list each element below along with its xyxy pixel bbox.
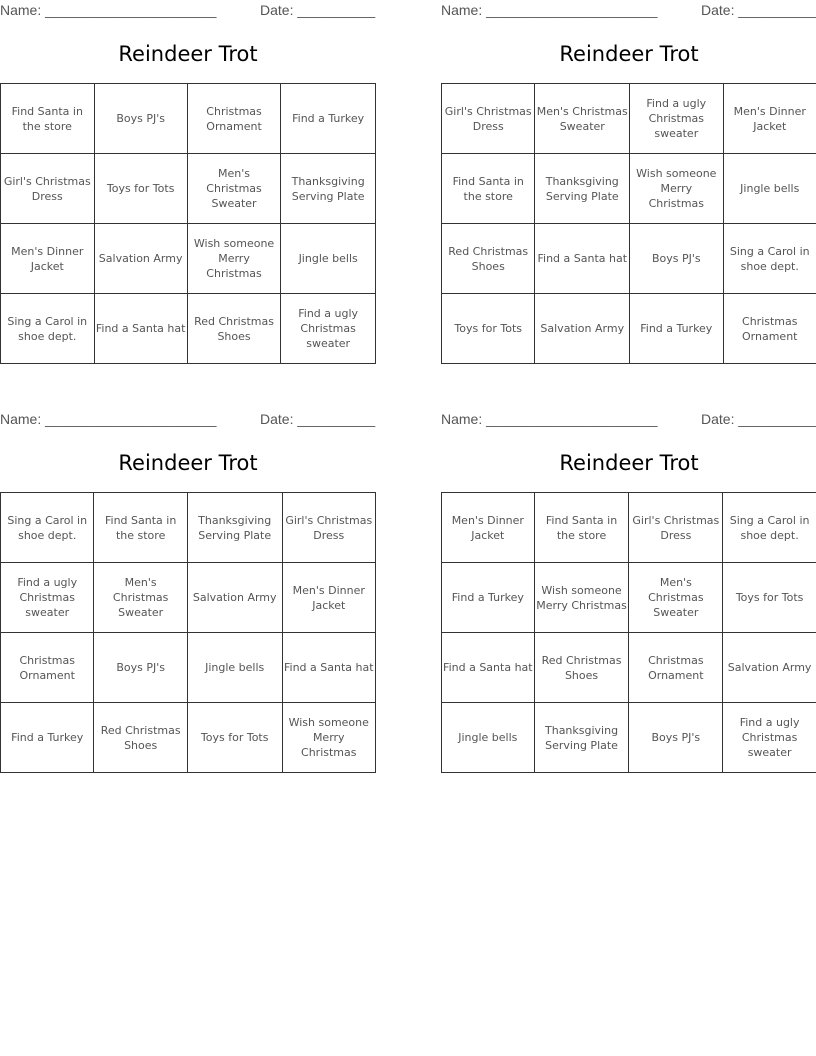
date-field[interactable]: Date: __________ — [701, 2, 816, 18]
bingo-cell[interactable]: Find a Santa hat — [282, 633, 375, 703]
bingo-cell[interactable]: Jingle bells — [187, 633, 282, 703]
bingo-cell[interactable]: Find a ugly Christmas sweater — [1, 563, 94, 633]
bingo-cell[interactable]: Thanksgiving Serving Plate — [534, 703, 629, 773]
bingo-cell[interactable]: Christmas Ornament — [723, 294, 816, 364]
bingo-cell[interactable]: Men's Christmas Sweater — [187, 154, 281, 224]
bingo-grid — [0, 83, 376, 364]
bingo-cell[interactable]: Thanksgiving Serving Plate — [535, 154, 630, 224]
bingo-cell[interactable]: Men's Christmas Sweater — [94, 563, 187, 633]
bingo-cell[interactable]: Girl's Christmas Dress — [282, 493, 375, 563]
bingo-cell[interactable]: Jingle bells — [442, 703, 535, 773]
bingo-cell[interactable]: Wish someone Merry Christmas — [187, 224, 281, 294]
bingo-grid — [441, 83, 816, 364]
grid-row — [442, 633, 816, 703]
date-field[interactable]: Date: __________ — [260, 411, 376, 427]
bingo-grid — [0, 492, 376, 773]
bingo-cell[interactable]: Find a Turkey — [281, 84, 376, 154]
card-header — [0, 0, 376, 22]
bingo-cell[interactable]: Toys for Tots — [442, 294, 535, 364]
bingo-cell[interactable]: Salvation Army — [723, 633, 816, 703]
bingo-grid — [441, 492, 816, 773]
bingo-cell[interactable]: Girl's Christmas Dress — [1, 154, 95, 224]
grid-row — [1, 224, 376, 294]
bingo-cell[interactable]: Find Santa in the store — [534, 493, 629, 563]
bingo-card — [0, 409, 376, 759]
bingo-cell[interactable]: Find a Santa hat — [442, 633, 535, 703]
bingo-cell[interactable]: Girl's Christmas Dress — [629, 493, 723, 563]
card-title: Reindeer Trot — [118, 451, 258, 475]
bingo-cell[interactable]: Men's Christmas Sweater — [629, 563, 723, 633]
name-field[interactable]: Name: ______________________ — [0, 411, 217, 427]
card-title: Reindeer Trot — [559, 42, 699, 66]
bingo-cell[interactable]: Jingle bells — [281, 224, 376, 294]
bingo-cell[interactable]: Sing a Carol in shoe dept. — [1, 493, 94, 563]
grid-row — [442, 294, 816, 364]
bingo-cell[interactable]: Sing a Carol in shoe dept. — [723, 493, 816, 563]
bingo-cell[interactable]: Find Santa in the store — [442, 154, 535, 224]
bingo-cell[interactable]: Jingle bells — [723, 154, 816, 224]
grid-row — [442, 154, 816, 224]
grid-row — [1, 703, 376, 773]
bingo-cell[interactable]: Find a Santa hat — [94, 294, 187, 364]
name-field[interactable]: Name: ______________________ — [441, 2, 658, 18]
bingo-cell[interactable]: Christmas Ornament — [1, 633, 94, 703]
bingo-cell[interactable]: Boys PJ's — [630, 224, 723, 294]
grid-row — [442, 493, 816, 563]
bingo-cell[interactable]: Wish someone Merry Christmas — [282, 703, 375, 773]
card-title: Reindeer Trot — [559, 451, 699, 475]
bingo-cell[interactable]: Salvation Army — [535, 294, 630, 364]
bingo-cell[interactable]: Toys for Tots — [723, 563, 816, 633]
bingo-cell[interactable]: Red Christmas Shoes — [534, 633, 629, 703]
bingo-cell[interactable]: Find a Turkey — [630, 294, 723, 364]
bingo-cell[interactable]: Find a ugly Christmas sweater — [281, 294, 376, 364]
bingo-cell[interactable]: Christmas Ornament — [629, 633, 723, 703]
grid-row — [1, 154, 376, 224]
bingo-cell[interactable]: Sing a Carol in shoe dept. — [1, 294, 95, 364]
grid-row — [1, 294, 376, 364]
bingo-cell[interactable]: Thanksgiving Serving Plate — [281, 154, 376, 224]
bingo-cell[interactable]: Wish someone Merry Christmas — [534, 563, 629, 633]
bingo-cell[interactable]: Wish someone Merry Christmas — [630, 154, 723, 224]
bingo-cell[interactable]: Thanksgiving Serving Plate — [187, 493, 282, 563]
grid-row — [1, 84, 376, 154]
bingo-cell[interactable]: Red Christmas Shoes — [187, 294, 281, 364]
bingo-cell[interactable]: Find a ugly Christmas sweater — [723, 703, 816, 773]
bingo-cell[interactable]: Men's Dinner Jacket — [442, 493, 535, 563]
bingo-cell[interactable]: Boys PJ's — [94, 633, 187, 703]
bingo-cell[interactable]: Girl's Christmas Dress — [442, 84, 535, 154]
date-field[interactable]: Date: __________ — [701, 411, 816, 427]
bingo-cell[interactable]: Men's Dinner Jacket — [282, 563, 375, 633]
bingo-cell[interactable]: Christmas Ornament — [187, 84, 281, 154]
bingo-cell[interactable]: Toys for Tots — [187, 703, 282, 773]
bingo-cell[interactable]: Red Christmas Shoes — [94, 703, 187, 773]
name-field[interactable]: Name: ______________________ — [441, 411, 658, 427]
bingo-cell[interactable]: Salvation Army — [94, 224, 187, 294]
grid-row — [1, 633, 376, 703]
bingo-cell[interactable]: Men's Dinner Jacket — [723, 84, 816, 154]
bingo-card — [441, 0, 816, 343]
card-header — [441, 0, 816, 22]
bingo-cell[interactable]: Find Santa in the store — [1, 84, 95, 154]
grid-row — [442, 224, 816, 294]
date-field[interactable]: Date: __________ — [260, 2, 376, 18]
grid-row — [442, 703, 816, 773]
card-header — [441, 409, 816, 431]
bingo-cell[interactable]: Red Christmas Shoes — [442, 224, 535, 294]
bingo-cell[interactable]: Men's Dinner Jacket — [1, 224, 95, 294]
grid-row — [1, 563, 376, 633]
bingo-cell[interactable]: Toys for Tots — [94, 154, 187, 224]
bingo-cell[interactable]: Find a ugly Christmas sweater — [630, 84, 723, 154]
card-title: Reindeer Trot — [118, 42, 258, 66]
bingo-card — [0, 0, 376, 350]
bingo-cell[interactable]: Find a Turkey — [1, 703, 94, 773]
bingo-cell[interactable]: Boys PJ's — [629, 703, 723, 773]
bingo-card — [441, 409, 816, 759]
bingo-cell[interactable]: Men's Christmas Sweater — [535, 84, 630, 154]
grid-row — [442, 84, 816, 154]
name-field[interactable]: Name: ______________________ — [0, 2, 217, 18]
card-header — [0, 409, 376, 431]
grid-row — [442, 563, 816, 633]
bingo-cell[interactable]: Find Santa in the store — [94, 493, 187, 563]
bingo-cell[interactable]: Find a Turkey — [442, 563, 535, 633]
grid-row — [1, 493, 376, 563]
bingo-cell[interactable]: Salvation Army — [187, 563, 282, 633]
bingo-cell[interactable]: Boys PJ's — [94, 84, 187, 154]
bingo-cell[interactable]: Sing a Carol in shoe dept. — [723, 224, 816, 294]
bingo-cell[interactable]: Find a Santa hat — [535, 224, 630, 294]
